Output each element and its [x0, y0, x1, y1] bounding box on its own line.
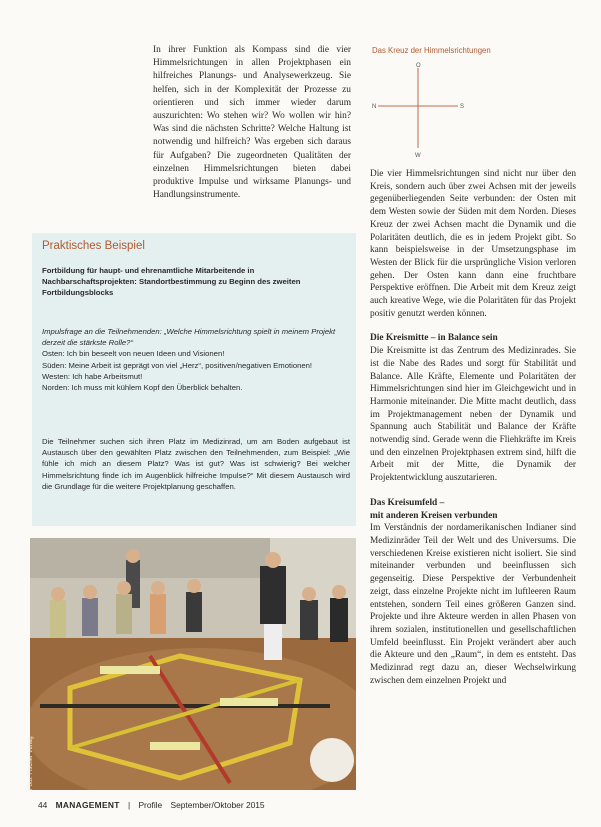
page-number: 44 [38, 800, 48, 810]
compass-label-east: S [460, 104, 465, 110]
magazine-section: MANAGEMENT [55, 800, 120, 810]
footer-section: Profile [138, 800, 163, 810]
surroundings-paragraph: Im Verständnis der nordamerikanischen Indianer sind Medizinräder Teil der Welt und des Universums. Die verschiedenen Kreise existieren nicht isoliert. Sie sind miteinander verbunden und beeinflussen sich gegenseitig. Diese Perspektive der Verbundenheit zeigt, dass einzelne Projekte nicht im luftleeren Raum entstehen, sondern Teil eines größeren Ganzen sind. Projekte und ihre Akteure werden in allen Phasen von ihrem sozialen, institutionellen und gesellschaftlichen Umfeld beeinflusst. Ein Projekt verändert aber auch die Akteure und den „Raum“, in dem es entsteht. Das Medizinrad regt dazu an, dieser Wechselwirkung zwischen dem einzelnen Projekt und [370, 523, 576, 686]
answer-south: Süden: Meine Arbeit ist geprägt von viel „Herz“, positiven/negativen Emotionen! [42, 360, 313, 370]
heading-surroundings: Das Kreisumfeld – [370, 497, 445, 508]
compass-label-south: W [415, 153, 421, 159]
photo-credit: Foto: Fischer Verlag [28, 736, 34, 790]
compass-cross-diagram [372, 60, 572, 160]
footer-separator: | [127, 800, 131, 810]
diagram-title: Das Kreuz der Himmelsrichtungen [372, 46, 491, 55]
answer-west: Westen: Ich habe Arbeitsmut! [42, 371, 143, 381]
compass-label-north: O [416, 63, 421, 69]
axes-paragraph: Die vier Himmelsrichtungen sind nicht nur über den Kreis, sondern auch über zwei Achsen mit der jeweils gegenüberliegenden Seite verbunden: der Osten mit dem Westen sowie der Süden mit dem Norden. Dieses Kreuz der zwei Achsen macht die Dynamik und die Polaritäten deutlich, die es in jedem Projekt gibt. So kann beispielsweise in der Umsetzungsphase im Westen der Blick für die ursprüngliche Vision verloren gehen. Der Osten kann dann eine fruchtbare Perspektive eröffnen. Die Arbeit mit dem Kreuz zeigt auch kreative Wege, wie die Polaritäten für das Projekt positiv genutzt werden können. [370, 169, 576, 319]
page-footer [38, 800, 578, 810]
example-box-paragraph: Die Teilnehmer suchen sich ihren Platz im Medizinrad, um am Boden aufgebaut ist Austausch über den gewählten Platz zwischen den Teilnehmenden, zum Beispiel: „Wie fühle ich mich an diesem Platz? Was ist gut? Was ist schwierig? Bei welcher Himmelsrichtung finde ich im Augenblick hilfreiche Impulse?“ Mit diesem Austausch wird die Grundlage für die weitere Projektplanung geschaffen. [42, 437, 350, 491]
compass-label-west: N [372, 104, 377, 110]
example-box-subtitle: Fortbildung für haupt- und ehrenamtliche Mitarbeitende in Nachbarschaftsprojekten: Standortbestimmung zu Beginn des zweiten Fortbildungsblocks [42, 266, 301, 298]
answer-north: Norden: Ich muss mit kühlem Kopf den Überblick behalten. [42, 383, 243, 393]
intro-paragraph: In ihrer Funktion als Kompass sind die vier Himmelsrichtungen in allen Projektphasen ein hilfreiches Planungs- und Analysewerkzeug. Sie helfen, sich in der Komplexität der Prozesse zu orientieren und sich immer wieder darum auszurichten: Wo stehen wir? Wo wollen wir hin? Was sind die nächsten Schritte? Welche Haltung ist notwendig und hilfreich? Was ergeben sich daraus für Aufgaben? Die zugeordneten Qualitäten der einzelnen Himmelsrichtungen bieten dabei produktive Impulse und wirksame Planungs- und Handlungsinstrumente. [153, 45, 351, 201]
answer-east: Osten: Ich bin beseelt von neuen Ideen und Visionen! [42, 349, 225, 359]
example-box-title: Praktisches Beispiel [42, 240, 145, 252]
footer-issue: September/Oktober 2015 [170, 800, 265, 810]
center-paragraph: Die Kreismitte ist das Zentrum des Medizinrades. Sie ist die Nabe des Rades und sorgt für Stabilität und Balance. Alle Kräfte, Elemente und Polaritäten der Himmelsrichtungen sind hier im Gleichgewicht und in Harmonie miteinander. Die Mitte macht deutlich, dass im Projektmanagement neben der Dynamik und Spannung auch Stabilität und Balance der Kräfte notwendig sind. Gerade wenn die Fliehkräfte im Kreis und den einzelnen Projektphasen extrem sind, hilft die Arbeit mit der Mitte, die Dynamik der Projektentwicklung auszutarieren. [370, 346, 576, 484]
impulse-question: Impulsfrage an die Teilnehmenden: „Welche Himmelsrichtung spielt in meinem Projekt derzeit die stärkste Rolle?“ [42, 327, 336, 348]
example-box-answers [42, 326, 352, 393]
workshop-photo [30, 538, 356, 790]
heading-surroundings-sub: mit anderen Kreisen verbunden [370, 510, 498, 521]
right-column [370, 168, 576, 687]
heading-center: Die Kreismitte – in Balance sein [370, 333, 498, 344]
